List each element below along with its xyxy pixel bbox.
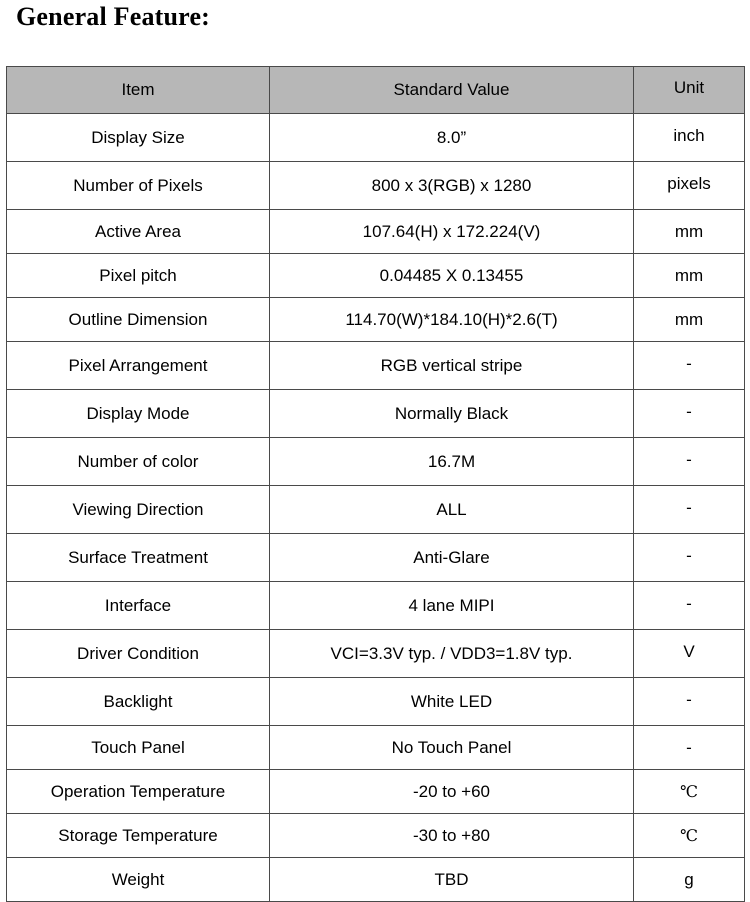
row-item-cell: Backlight xyxy=(7,678,270,726)
table-row xyxy=(7,210,745,254)
row-item-cell: Viewing Direction xyxy=(7,486,270,534)
row-item-cell: Pixel pitch xyxy=(7,254,270,298)
row-unit-cell: g xyxy=(634,858,745,902)
row-value-cell: Normally Black xyxy=(270,390,634,438)
table-row xyxy=(7,254,745,298)
row-item-cell: Outline Dimension xyxy=(7,298,270,342)
row-item-cell: Storage Temperature xyxy=(7,814,270,858)
row-item-cell: Number of Pixels xyxy=(7,162,270,210)
row-value-cell: Anti-Glare xyxy=(270,534,634,582)
column-header-unit: Unit xyxy=(634,67,745,114)
row-value-cell: 0.04485 X 0.13455 xyxy=(270,254,634,298)
row-unit-cell: - xyxy=(634,486,745,534)
row-value-cell: No Touch Panel xyxy=(270,726,634,770)
row-item-cell: Touch Panel xyxy=(7,726,270,770)
row-unit-cell: V xyxy=(634,630,745,678)
page-title: General Feature: xyxy=(16,2,211,31)
table-row xyxy=(7,390,745,438)
table-row xyxy=(7,162,745,210)
table-row xyxy=(7,438,745,486)
row-unit-cell: - xyxy=(634,390,745,438)
row-unit-cell: inch xyxy=(634,114,745,162)
table-row xyxy=(7,858,745,902)
row-item-cell: Weight xyxy=(7,858,270,902)
row-unit-cell: - xyxy=(634,726,745,770)
row-value-cell: 800 x 3(RGB) x 1280 xyxy=(270,162,634,210)
column-header-item: Item xyxy=(7,67,270,114)
row-value-cell: 107.64(H) x 172.224(V) xyxy=(270,210,634,254)
row-item-cell: Operation Temperature xyxy=(7,770,270,814)
row-item-cell: Surface Treatment xyxy=(7,534,270,582)
row-item-cell: Display Size xyxy=(7,114,270,162)
table-row xyxy=(7,726,745,770)
row-item-cell: Driver Condition xyxy=(7,630,270,678)
row-value-cell: -30 to +80 xyxy=(270,814,634,858)
row-unit-cell: mm xyxy=(634,254,745,298)
row-item-cell: Interface xyxy=(7,582,270,630)
row-unit-cell: mm xyxy=(634,210,745,254)
table-row xyxy=(7,298,745,342)
row-value-cell: 8.0” xyxy=(270,114,634,162)
table-row xyxy=(7,582,745,630)
table-row xyxy=(7,678,745,726)
row-unit-cell: - xyxy=(634,438,745,486)
row-value-cell: TBD xyxy=(270,858,634,902)
row-value-cell: VCI=3.3V typ. / VDD3=1.8V typ. xyxy=(270,630,634,678)
row-item-cell: Active Area xyxy=(7,210,270,254)
row-value-cell: RGB vertical stripe xyxy=(270,342,634,390)
table-row xyxy=(7,630,745,678)
row-unit-cell: - xyxy=(634,342,745,390)
table-row xyxy=(7,534,745,582)
table-header-row xyxy=(7,67,745,114)
row-unit-cell: ℃ xyxy=(634,814,745,858)
row-unit-cell: mm xyxy=(634,298,745,342)
row-value-cell: 16.7M xyxy=(270,438,634,486)
row-unit-cell: pixels xyxy=(634,162,745,210)
row-value-cell: ALL xyxy=(270,486,634,534)
table-row xyxy=(7,770,745,814)
table-row xyxy=(7,814,745,858)
row-value-cell: White LED xyxy=(270,678,634,726)
table-row xyxy=(7,114,745,162)
row-unit-cell: ℃ xyxy=(634,770,745,814)
general-feature-table xyxy=(6,66,745,902)
row-unit-cell: - xyxy=(634,582,745,630)
row-item-cell: Pixel Arrangement xyxy=(7,342,270,390)
row-item-cell: Display Mode xyxy=(7,390,270,438)
row-value-cell: 114.70(W)*184.10(H)*2.6(T) xyxy=(270,298,634,342)
row-value-cell: 4 lane MIPI xyxy=(270,582,634,630)
table-row xyxy=(7,486,745,534)
row-value-cell: -20 to +60 xyxy=(270,770,634,814)
column-header-standard-value: Standard Value xyxy=(270,67,634,114)
row-unit-cell: - xyxy=(634,534,745,582)
row-item-cell: Number of color xyxy=(7,438,270,486)
row-unit-cell: - xyxy=(634,678,745,726)
table-row xyxy=(7,342,745,390)
